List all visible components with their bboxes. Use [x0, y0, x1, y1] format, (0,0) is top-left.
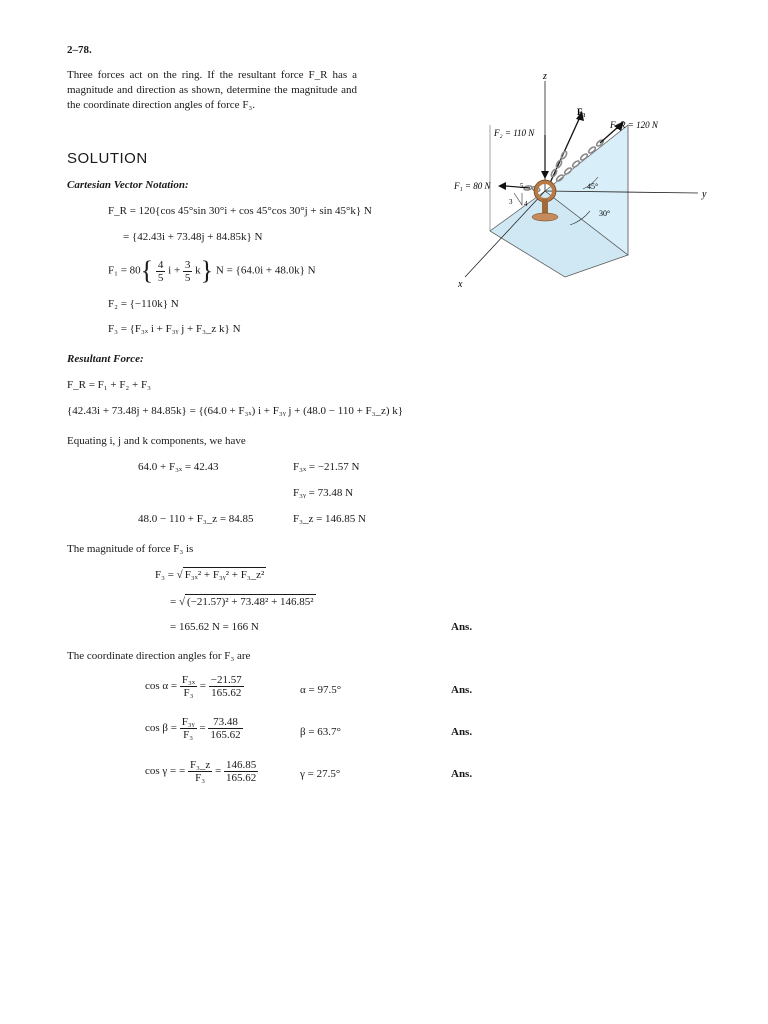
- equation-x: 64.0 + F₃ₓ = 42.43: [138, 461, 219, 473]
- result-f3x: F₃ₓ = −21.57 N: [293, 461, 360, 473]
- f1-fraction-2: $\frac{3}{5}$: [184, 258, 191, 284]
- resultant-sum: F_R = F₁ + F₂ + F₃: [67, 379, 151, 391]
- fr-cartesian-line2: = {42.43i + 73.48j + 84.85k} N: [123, 231, 263, 243]
- f1-result: N = {64.0i + 48.0k} N: [215, 264, 316, 277]
- f1-k-term: k: [195, 264, 201, 277]
- magnitude-lhs: F₃ =: [155, 569, 174, 581]
- gamma-ans: Ans.: [451, 768, 473, 780]
- slope-label-3: 3: [509, 198, 513, 206]
- angle-30-label: 30°: [599, 209, 611, 218]
- magnitude-line2: = √ (−21.57)² + 73.48² + 146.85²: [170, 596, 314, 608]
- f3-cartesian: F₃ = {F₃ₓ i + F₃ᵧ j + F₃_z k} N: [108, 323, 241, 335]
- resultant-heading: Resultant Force:: [67, 353, 144, 365]
- fr-cartesian-line1: F_R = 120{cos 45°sin 30°i + cos 45°cos 30°j + sin 45°k} N: [108, 205, 372, 217]
- f1-i-term: i +: [168, 264, 181, 277]
- magnitude-intro: The magnitude of force F₃ is: [67, 543, 194, 555]
- solution-title: SOLUTION: [67, 150, 148, 167]
- equating-intro: Equating i, j and k components, we have: [67, 435, 246, 447]
- f3-label: F₃: [577, 107, 586, 117]
- f1-cartesian: F₁ = 80{ $\frac{4}{5}$ i + $\frac{3}{5}$ k} N = {64.0i + 48.0k} N: [108, 256, 316, 285]
- equation-z: 48.0 − 110 + F₃_z = 84.85: [138, 513, 254, 525]
- problem-number: 2–78.: [67, 44, 92, 56]
- f2-cartesian: F₂ = {−110k} N: [108, 298, 179, 310]
- problem-text: Three forces act on the ring. If the resultant force F_R has a magnitude and direction as shown, determine the magnitude and the coordinate direction angles of force F₃.: [67, 69, 357, 111]
- z-axis-label: z: [543, 71, 547, 82]
- alpha-ans: Ans.: [451, 684, 473, 696]
- result-f3z: F₃_z = 146.85 N: [293, 513, 366, 525]
- beta-ans: Ans.: [451, 726, 473, 738]
- cos-gamma: cos γ = = $\frac{\text{F₃\_z}}{\text{F₃}}$ = $\frac{146.85}{165.62}$: [145, 759, 257, 784]
- magnitude-ans: Ans.: [451, 621, 473, 633]
- magnitude-radicand-1: F₃ₓ² + F₃ᵧ² + F₃_z²: [184, 569, 265, 581]
- resultant-equation: {42.43i + 73.48j + 84.85k} = {(64.0 + F₃ₓ) i + F₃ᵧ j + (48.0 − 110 + F₃_z) k}: [67, 405, 404, 417]
- f1-label: F₁ = 80 N: [454, 181, 491, 191]
- f2-label: F₂ = 110 N: [494, 128, 535, 138]
- magnitude-result: = 165.62 N = 166 N: [170, 621, 259, 633]
- y-axis-label: y: [702, 189, 707, 200]
- cos-alpha: cos α = $\frac{\text{F₃ₓ}}{\text{F₃}}$ = $\frac{-21.57}{165.62}$: [145, 674, 242, 699]
- beta-result: β = 63.7°: [300, 726, 341, 738]
- gamma-result: γ = 27.5°: [300, 768, 341, 780]
- f1-fraction-1: $\frac{4}{5}$: [157, 258, 164, 284]
- magnitude-line1: F₃ = √ F₃ₓ² + F₃ᵧ² + F₃_z²: [155, 569, 265, 581]
- angles-intro: The coordinate direction angles for F₃ are: [67, 650, 251, 662]
- slope-label-5: 5: [520, 182, 524, 190]
- angle-45-label: 45°: [587, 182, 599, 191]
- alpha-result: α = 97.5°: [300, 684, 342, 696]
- result-f3y: F₃ᵧ = 73.48 N: [293, 487, 354, 499]
- ring-force-figure: [440, 65, 740, 295]
- x-axis-label: x: [458, 279, 463, 290]
- slope-label-4: 4: [524, 200, 528, 208]
- f1-prefix: F₁ = 80: [108, 264, 141, 277]
- magnitude-eq-sign: =: [170, 596, 177, 608]
- cartesian-heading: Cartesian Vector Notation:: [67, 179, 189, 191]
- cos-beta: cos β = $\frac{\text{F₃ᵧ}}{\text{F₃}}$ = $\frac{73.48}{165.62}$: [145, 716, 241, 741]
- fr-label: F_R = 120 N: [610, 120, 658, 130]
- magnitude-radicand-2: (−21.57)² + 73.48² + 146.85²: [187, 596, 314, 608]
